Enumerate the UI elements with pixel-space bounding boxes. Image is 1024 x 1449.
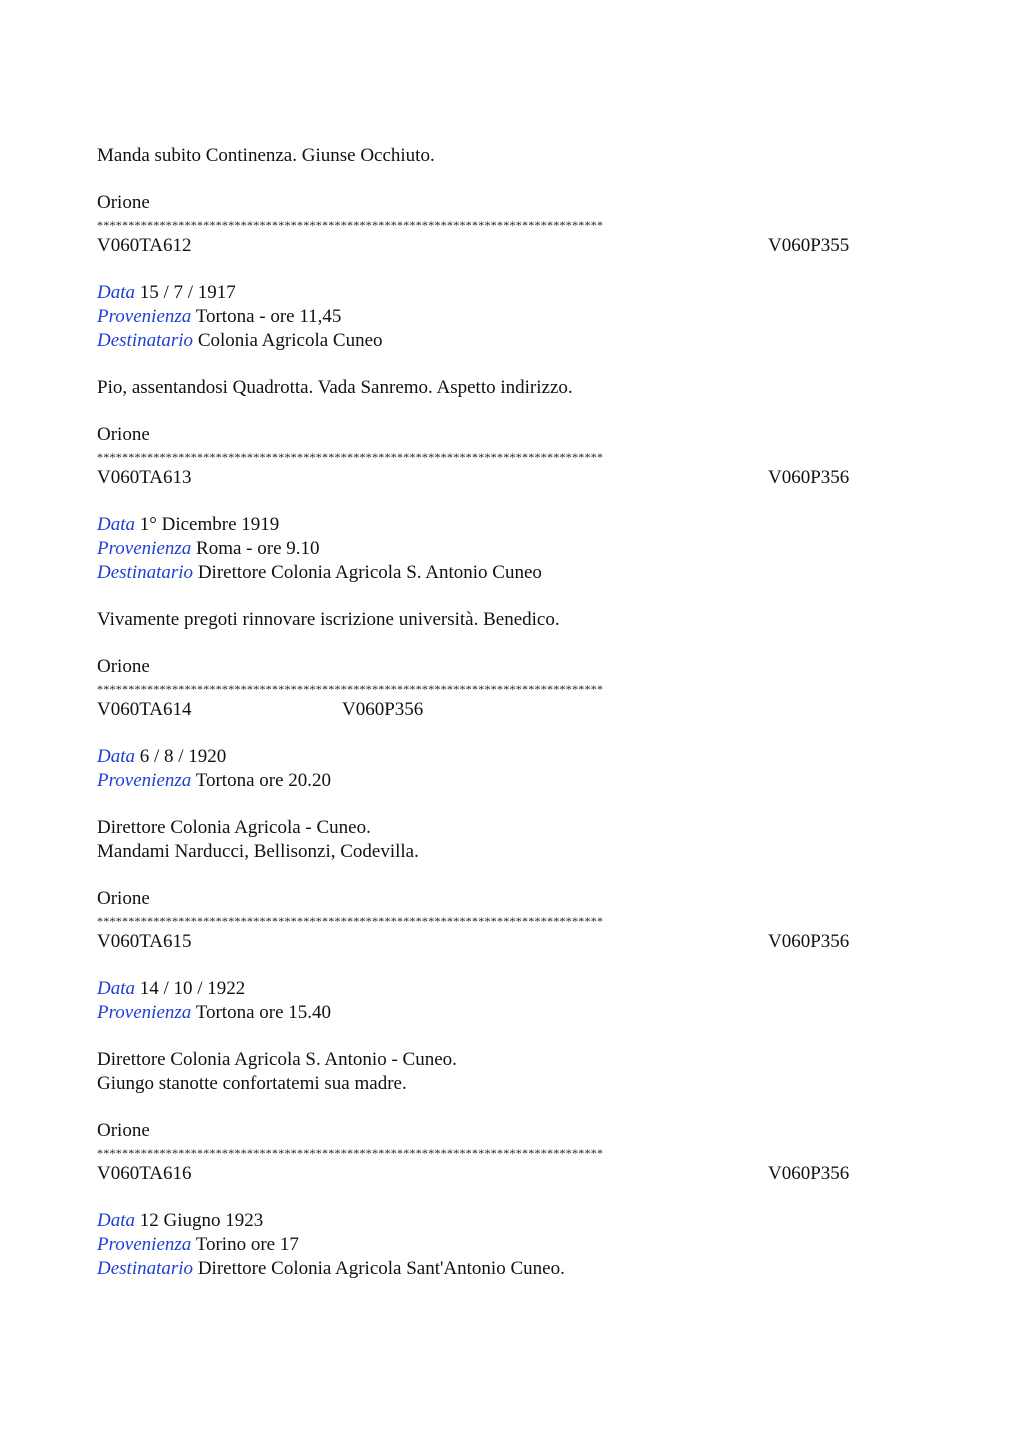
recipient-value: Direttore Colonia Agricola Sant'Antonio Cuneo. xyxy=(197,1258,565,1279)
entry-ids xyxy=(97,234,927,258)
origin-label: Provenienza xyxy=(97,1234,192,1255)
page-ref: V060P356 xyxy=(768,931,850,952)
origin-value: Tortona ore 20.20 xyxy=(195,770,332,791)
recipient-value: Colonia Agricola Cuneo xyxy=(197,330,383,351)
date-line xyxy=(97,977,927,1001)
message-text: Giungo stanotte confortatemi sua madre. xyxy=(97,1073,407,1094)
entry-id: V060TA614 xyxy=(97,699,192,720)
date-value: 6 / 8 / 1920 xyxy=(139,746,227,767)
origin-value: Tortona - ore 11,45 xyxy=(195,306,342,327)
date-line xyxy=(97,281,927,305)
origin-line xyxy=(97,537,927,561)
entry-ids xyxy=(97,466,927,490)
separator: ********************************************************************************* xyxy=(97,914,604,928)
entry-id: V060TA612 xyxy=(97,235,192,256)
date-value: 1° Dicembre 1919 xyxy=(139,514,280,535)
entry-ids xyxy=(97,930,927,954)
entry-ids xyxy=(97,698,927,722)
origin-label: Provenienza xyxy=(97,1002,192,1023)
signature: Orione xyxy=(97,192,150,213)
origin-label: Provenienza xyxy=(97,538,192,559)
entry-ids xyxy=(97,1162,927,1186)
date-line xyxy=(97,745,927,769)
message-text: Vivamente pregoti rinnovare iscrizione università. Benedico. xyxy=(97,609,560,630)
message-text: Manda subito Continenza. Giunse Occhiuto. xyxy=(97,145,435,166)
entry-id: V060TA613 xyxy=(97,467,192,488)
recipient-value: Direttore Colonia Agricola S. Antonio Cuneo xyxy=(197,562,542,583)
origin-line xyxy=(97,1233,927,1257)
page-ref: V060P355 xyxy=(768,235,850,256)
signature: Orione xyxy=(97,888,150,909)
date-value: 12 Giugno 1923 xyxy=(139,1210,264,1231)
recipient-label: Destinatario xyxy=(97,562,194,583)
recipient-line xyxy=(97,329,927,353)
origin-line xyxy=(97,305,927,329)
message-text: Mandami Narducci, Bellisonzi, Codevilla. xyxy=(97,841,419,862)
document-page xyxy=(97,144,927,1281)
date-label: Data xyxy=(97,514,135,535)
date-label: Data xyxy=(97,978,135,999)
recipient-line xyxy=(97,1257,927,1281)
signature: Orione xyxy=(97,656,150,677)
origin-value: Roma - ore 9.10 xyxy=(196,538,320,559)
signature: Orione xyxy=(97,1120,150,1141)
message-text: Direttore Colonia Agricola S. Antonio - Cuneo. xyxy=(97,1049,457,1070)
date-label: Data xyxy=(97,746,135,767)
origin-label: Provenienza xyxy=(97,770,192,791)
origin-value: Tortona ore 15.40 xyxy=(195,1002,332,1023)
date-label: Data xyxy=(97,1210,135,1231)
date-value: 14 / 10 / 1922 xyxy=(139,978,246,999)
message-text: Direttore Colonia Agricola - Cuneo. xyxy=(97,817,371,838)
origin-line xyxy=(97,1001,927,1025)
message-text: Pio, assentandosi Quadrotta. Vada Sanremo. Aspetto indirizzo. xyxy=(97,377,573,398)
entry-id: V060TA616 xyxy=(97,1163,192,1184)
origin-label: Provenienza xyxy=(97,306,192,327)
signature: Orione xyxy=(97,424,150,445)
page-ref: V060P356 xyxy=(342,699,424,720)
date-line xyxy=(97,513,927,537)
date-line xyxy=(97,1209,927,1233)
separator: ********************************************************************************* xyxy=(97,450,604,464)
page-ref: V060P356 xyxy=(768,1163,850,1184)
separator: ********************************************************************************* xyxy=(97,218,604,232)
origin-line xyxy=(97,769,927,793)
origin-value: Torino ore 17 xyxy=(195,1234,299,1255)
date-value: 15 / 7 / 1917 xyxy=(139,282,236,303)
separator: ********************************************************************************* xyxy=(97,682,604,696)
separator: ********************************************************************************* xyxy=(97,1146,604,1160)
date-label: Data xyxy=(97,282,135,303)
recipient-label: Destinatario xyxy=(97,1258,194,1279)
recipient-line xyxy=(97,561,927,585)
page-ref: V060P356 xyxy=(768,467,850,488)
recipient-label: Destinatario xyxy=(97,330,194,351)
entry-id: V060TA615 xyxy=(97,931,192,952)
